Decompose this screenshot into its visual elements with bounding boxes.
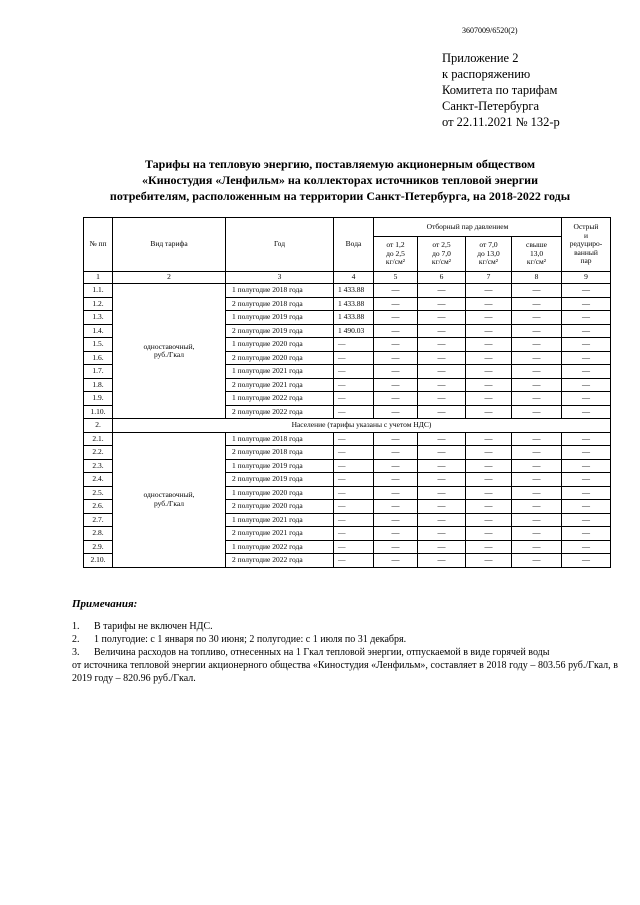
- water-tariff-cell: 1 433.88: [334, 297, 374, 311]
- row-number: 1.3.: [84, 311, 113, 325]
- steam-tariff-cell: —: [374, 405, 418, 419]
- steam-tariff-cell: —: [562, 378, 611, 392]
- period-cell: 1 полугодие 2019 года: [226, 459, 334, 473]
- steam-tariff-cell: —: [562, 486, 611, 500]
- header-sharp-steam: Острый и редуциро- ванный пар: [562, 218, 611, 272]
- steam-tariff-cell: —: [562, 351, 611, 365]
- column-number: 1: [84, 272, 113, 284]
- steam-tariff-cell: —: [466, 284, 512, 298]
- tariff-table: [83, 217, 611, 568]
- row-number: 2.6.: [84, 500, 113, 514]
- water-tariff-cell: —: [334, 338, 374, 352]
- steam-tariff-cell: —: [418, 297, 466, 311]
- steam-tariff-cell: —: [418, 459, 466, 473]
- steam-tariff-cell: —: [466, 540, 512, 554]
- header-steam-2: от 2,5 до 7,0 кг/см²: [418, 237, 466, 272]
- steam-tariff-cell: —: [466, 297, 512, 311]
- section-label: Население (тарифы указаны с учетом НДС): [113, 419, 611, 433]
- row-number: 2.7.: [84, 513, 113, 527]
- steam-tariff-cell: —: [374, 446, 418, 460]
- steam-tariff-cell: —: [466, 500, 512, 514]
- steam-tariff-cell: —: [512, 284, 562, 298]
- document-title: [60, 156, 620, 204]
- steam-tariff-cell: —: [466, 392, 512, 406]
- water-tariff-cell: 1 433.88: [334, 284, 374, 298]
- water-tariff-cell: —: [334, 486, 374, 500]
- steam-tariff-cell: —: [562, 297, 611, 311]
- period-cell: 1 полугодие 2018 года: [226, 432, 334, 446]
- steam-tariff-cell: —: [374, 432, 418, 446]
- steam-tariff-cell: —: [562, 473, 611, 487]
- steam-tariff-cell: —: [562, 513, 611, 527]
- steam-tariff-cell: —: [466, 473, 512, 487]
- row-number: 2.4.: [84, 473, 113, 487]
- steam-tariff-cell: —: [512, 473, 562, 487]
- steam-tariff-cell: —: [512, 365, 562, 379]
- steam-tariff-cell: —: [512, 527, 562, 541]
- tariff-type-cell: одноставочный, руб./Гкал: [113, 284, 226, 419]
- steam-tariff-cell: —: [562, 284, 611, 298]
- notes-title: Примечания:: [72, 598, 138, 610]
- steam-tariff-cell: —: [512, 297, 562, 311]
- steam-tariff-cell: —: [374, 513, 418, 527]
- steam-tariff-cell: —: [374, 486, 418, 500]
- steam-tariff-cell: —: [466, 432, 512, 446]
- steam-tariff-cell: —: [374, 392, 418, 406]
- appendix-line: от 22.11.2021 № 132-р: [442, 115, 560, 129]
- steam-tariff-cell: —: [466, 338, 512, 352]
- water-tariff-cell: —: [334, 513, 374, 527]
- steam-tariff-cell: —: [512, 554, 562, 568]
- steam-tariff-cell: —: [374, 500, 418, 514]
- water-tariff-cell: 1 433.88: [334, 311, 374, 325]
- note-item: [72, 633, 618, 646]
- appendix-line: Санкт-Петербурга: [442, 99, 540, 113]
- note-continuation: от источника тепловой энергии акционерного общества «Киностудия «Ленфильм», составляет в 2018 году – 803.56 руб./Гкал, в 2019 году – 820.96 руб./Гкал.: [72, 660, 618, 684]
- header-water: Вода: [334, 218, 374, 272]
- column-number: 7: [466, 272, 512, 284]
- row-number: 1.4.: [84, 324, 113, 338]
- steam-tariff-cell: —: [466, 311, 512, 325]
- section-number: 2.: [84, 419, 113, 433]
- table-row: [84, 284, 611, 298]
- steam-tariff-cell: —: [562, 540, 611, 554]
- steam-tariff-cell: —: [418, 378, 466, 392]
- period-cell: 1 полугодие 2021 года: [226, 365, 334, 379]
- period-cell: 2 полугодие 2022 года: [226, 405, 334, 419]
- steam-tariff-cell: —: [562, 392, 611, 406]
- steam-tariff-cell: —: [562, 554, 611, 568]
- section-row: [84, 419, 611, 433]
- steam-tariff-cell: —: [374, 351, 418, 365]
- tariff-type-cell: одноставочный, руб./Гкал: [113, 432, 226, 567]
- steam-tariff-cell: —: [512, 459, 562, 473]
- steam-tariff-cell: —: [418, 540, 466, 554]
- column-number: 4: [334, 272, 374, 284]
- water-tariff-cell: —: [334, 351, 374, 365]
- row-number: 1.5.: [84, 338, 113, 352]
- water-tariff-cell: —: [334, 446, 374, 460]
- note-number: 2.: [72, 634, 80, 645]
- appendix-line: Комитета по тарифам: [442, 83, 558, 97]
- steam-tariff-cell: —: [466, 486, 512, 500]
- steam-tariff-cell: —: [418, 473, 466, 487]
- row-number: 2.5.: [84, 486, 113, 500]
- water-tariff-cell: 1 490.03: [334, 324, 374, 338]
- steam-tariff-cell: —: [374, 554, 418, 568]
- steam-tariff-cell: —: [374, 473, 418, 487]
- water-tariff-cell: —: [334, 527, 374, 541]
- steam-tariff-cell: —: [374, 324, 418, 338]
- water-tariff-cell: —: [334, 432, 374, 446]
- note-text: В тарифы не включен НДС.: [94, 621, 213, 632]
- steam-tariff-cell: —: [418, 432, 466, 446]
- steam-tariff-cell: —: [374, 378, 418, 392]
- note-number: 1.: [72, 621, 80, 632]
- row-number: 1.6.: [84, 351, 113, 365]
- document-code: 3607009/6520(2): [462, 26, 518, 35]
- period-cell: 1 полугодие 2020 года: [226, 486, 334, 500]
- steam-tariff-cell: —: [512, 311, 562, 325]
- steam-tariff-cell: —: [562, 324, 611, 338]
- period-cell: 2 полугодие 2021 года: [226, 527, 334, 541]
- period-cell: 2 полугодие 2018 года: [226, 446, 334, 460]
- row-number: 1.1.: [84, 284, 113, 298]
- steam-tariff-cell: —: [418, 365, 466, 379]
- row-number: 2.10.: [84, 554, 113, 568]
- steam-tariff-cell: —: [466, 378, 512, 392]
- appendix-line: Приложение 2: [442, 51, 519, 65]
- column-number: 8: [512, 272, 562, 284]
- row-number: 1.8.: [84, 378, 113, 392]
- appendix-line: к распоряжению: [442, 67, 531, 81]
- steam-tariff-cell: —: [512, 540, 562, 554]
- steam-tariff-cell: —: [512, 405, 562, 419]
- steam-tariff-cell: —: [418, 351, 466, 365]
- steam-tariff-cell: —: [512, 392, 562, 406]
- steam-tariff-cell: —: [562, 405, 611, 419]
- table-row: [84, 432, 611, 446]
- steam-tariff-cell: —: [512, 500, 562, 514]
- row-number: 2.3.: [84, 459, 113, 473]
- steam-tariff-cell: —: [374, 527, 418, 541]
- row-number: 2.1.: [84, 432, 113, 446]
- steam-tariff-cell: —: [418, 500, 466, 514]
- steam-tariff-cell: —: [562, 365, 611, 379]
- steam-tariff-cell: —: [466, 459, 512, 473]
- note-item: [72, 620, 618, 633]
- steam-tariff-cell: —: [562, 500, 611, 514]
- steam-tariff-cell: —: [512, 324, 562, 338]
- steam-tariff-cell: —: [418, 392, 466, 406]
- title-line: Тарифы на тепловую энергию, поставляемую акционерным обществом: [144, 157, 536, 171]
- row-number: 2.9.: [84, 540, 113, 554]
- water-tariff-cell: —: [334, 392, 374, 406]
- column-number: 3: [226, 272, 334, 284]
- steam-tariff-cell: —: [466, 324, 512, 338]
- title-line: потребителям, расположенным на территории Санкт-Петербурга, на 2018-2022 годы: [109, 189, 571, 203]
- period-cell: 2 полугодие 2018 года: [226, 297, 334, 311]
- steam-tariff-cell: —: [562, 459, 611, 473]
- period-cell: 1 полугодие 2020 года: [226, 338, 334, 352]
- title-line: «Киностудия «Ленфильм» на коллекторах источников тепловой энергии: [142, 173, 538, 187]
- steam-tariff-cell: —: [466, 351, 512, 365]
- steam-tariff-cell: —: [466, 554, 512, 568]
- row-number: 1.10.: [84, 405, 113, 419]
- steam-tariff-cell: —: [466, 527, 512, 541]
- steam-tariff-cell: —: [374, 459, 418, 473]
- water-tariff-cell: —: [334, 500, 374, 514]
- steam-tariff-cell: —: [418, 446, 466, 460]
- water-tariff-cell: —: [334, 378, 374, 392]
- period-cell: 1 полугодие 2018 года: [226, 284, 334, 298]
- period-cell: 1 полугодие 2022 года: [226, 540, 334, 554]
- steam-tariff-cell: —: [418, 311, 466, 325]
- appendix-block: [442, 50, 560, 130]
- steam-tariff-cell: —: [466, 513, 512, 527]
- water-tariff-cell: —: [334, 473, 374, 487]
- column-number: 9: [562, 272, 611, 284]
- period-cell: 2 полугодие 2019 года: [226, 324, 334, 338]
- steam-tariff-cell: —: [562, 311, 611, 325]
- header-year: Год: [226, 218, 334, 272]
- period-cell: 2 полугодие 2019 года: [226, 473, 334, 487]
- row-number: 2.2.: [84, 446, 113, 460]
- steam-tariff-cell: —: [374, 338, 418, 352]
- steam-tariff-cell: —: [418, 284, 466, 298]
- steam-tariff-cell: —: [512, 432, 562, 446]
- period-cell: 2 полугодие 2022 года: [226, 554, 334, 568]
- note-number: 3.: [72, 647, 80, 658]
- row-number: 1.2.: [84, 297, 113, 311]
- steam-tariff-cell: —: [418, 486, 466, 500]
- header-steam-group: Отборный пар давлением: [374, 218, 562, 237]
- water-tariff-cell: —: [334, 459, 374, 473]
- steam-tariff-cell: —: [466, 405, 512, 419]
- water-tariff-cell: —: [334, 365, 374, 379]
- period-cell: 1 полугодие 2021 года: [226, 513, 334, 527]
- row-number: 1.9.: [84, 392, 113, 406]
- water-tariff-cell: —: [334, 540, 374, 554]
- steam-tariff-cell: —: [562, 446, 611, 460]
- steam-tariff-cell: —: [418, 405, 466, 419]
- header-steam-4: свыше 13,0 кг/см²: [512, 237, 562, 272]
- steam-tariff-cell: —: [512, 446, 562, 460]
- water-tariff-cell: —: [334, 554, 374, 568]
- steam-tariff-cell: —: [512, 338, 562, 352]
- header-steam-1: от 1,2 до 2,5 кг/см²: [374, 237, 418, 272]
- steam-tariff-cell: —: [512, 513, 562, 527]
- steam-tariff-cell: —: [374, 297, 418, 311]
- steam-tariff-cell: —: [418, 338, 466, 352]
- steam-tariff-cell: —: [374, 365, 418, 379]
- water-tariff-cell: —: [334, 405, 374, 419]
- steam-tariff-cell: —: [512, 351, 562, 365]
- steam-tariff-cell: —: [512, 378, 562, 392]
- steam-tariff-cell: —: [374, 540, 418, 554]
- note-text: 1 полугодие: с 1 января по 30 июня; 2 полугодие: с 1 июля по 31 декабря.: [94, 634, 407, 645]
- steam-tariff-cell: —: [466, 365, 512, 379]
- period-cell: 2 полугодие 2021 года: [226, 378, 334, 392]
- header-steam-3: от 7,0 до 13,0 кг/см²: [466, 237, 512, 272]
- steam-tariff-cell: —: [418, 527, 466, 541]
- steam-tariff-cell: —: [562, 432, 611, 446]
- steam-tariff-cell: —: [562, 527, 611, 541]
- header-tariff-type: Вид тарифа: [113, 218, 226, 272]
- period-cell: 1 полугодие 2019 года: [226, 311, 334, 325]
- steam-tariff-cell: —: [562, 338, 611, 352]
- steam-tariff-cell: —: [466, 446, 512, 460]
- steam-tariff-cell: —: [512, 486, 562, 500]
- steam-tariff-cell: —: [418, 324, 466, 338]
- header-num: № пп: [84, 218, 113, 272]
- column-number: 2: [113, 272, 226, 284]
- period-cell: 2 полугодие 2020 года: [226, 500, 334, 514]
- steam-tariff-cell: —: [374, 284, 418, 298]
- note-text: Величина расходов на топливо, отнесенных на 1 Гкал тепловой энергии, отпускаемой в виде горячей воды: [94, 647, 550, 658]
- period-cell: 1 полугодие 2022 года: [226, 392, 334, 406]
- row-number: 1.7.: [84, 365, 113, 379]
- steam-tariff-cell: —: [374, 311, 418, 325]
- column-number: 6: [418, 272, 466, 284]
- column-number: 5: [374, 272, 418, 284]
- notes-list: [72, 620, 618, 685]
- row-number: 2.8.: [84, 527, 113, 541]
- period-cell: 2 полугодие 2020 года: [226, 351, 334, 365]
- steam-tariff-cell: —: [418, 513, 466, 527]
- steam-tariff-cell: —: [418, 554, 466, 568]
- note-item: [72, 646, 618, 659]
